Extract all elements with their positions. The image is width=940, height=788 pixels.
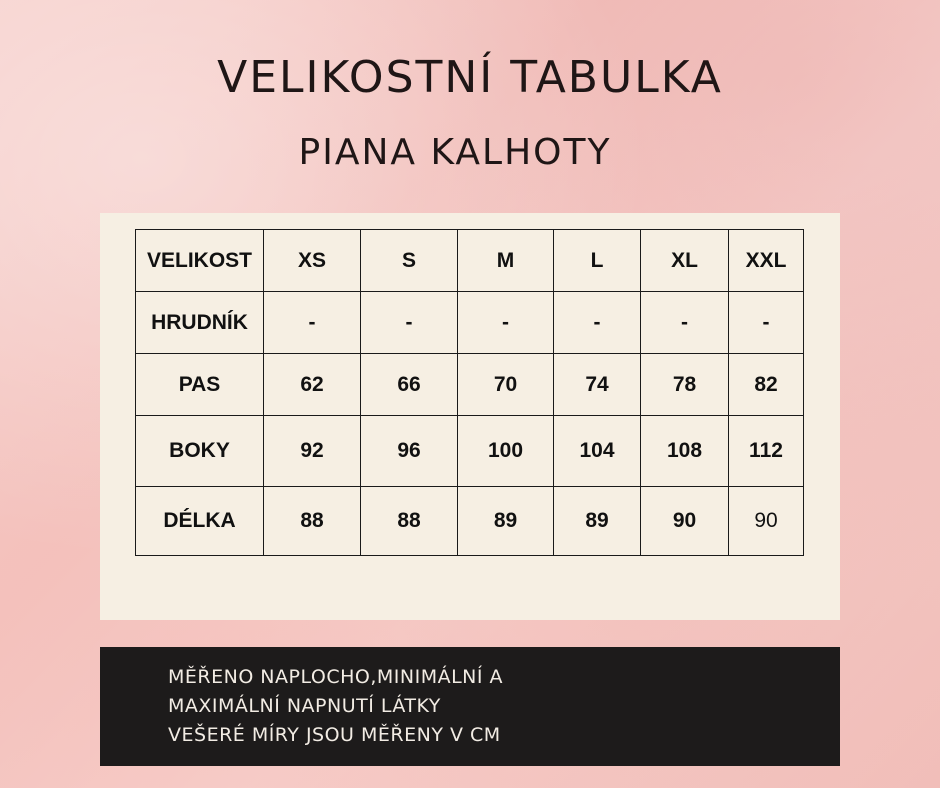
size-table — [135, 229, 804, 556]
table-cell: 88 — [264, 487, 361, 556]
table-cell: - — [554, 292, 641, 354]
table-cell: 66 — [361, 354, 458, 416]
page-subtitle: PIANA KALHOTY — [298, 132, 612, 173]
table-cell: 96 — [361, 416, 458, 487]
table-row — [136, 292, 804, 354]
table-cell: - — [729, 292, 804, 354]
page-title: VELIKOSTNÍ TABULKA — [217, 52, 723, 103]
table-cell: 89 — [554, 487, 641, 556]
table-cell: 88 — [361, 487, 458, 556]
table-cell: 90 — [641, 487, 729, 556]
table-cell: 108 — [641, 416, 729, 487]
table-cell: 90 — [729, 487, 804, 556]
table-cell: 112 — [729, 416, 804, 487]
row-label-cell: BOKY — [136, 416, 264, 487]
measurement-note — [100, 647, 840, 766]
header-cell: M — [458, 230, 554, 292]
table-header-row — [136, 230, 804, 292]
header-cell: S — [361, 230, 458, 292]
table-cell: - — [641, 292, 729, 354]
note-line: MAXIMÁLNÍ NAPNUTÍ LÁTKY — [168, 695, 441, 717]
note-line: MĚŘENO NAPLOCHO,MINIMÁLNÍ A — [168, 666, 504, 688]
table-row — [136, 416, 804, 487]
note-text — [168, 663, 503, 750]
table-cell: 62 — [264, 354, 361, 416]
table-cell: 100 — [458, 416, 554, 487]
table-cell: - — [361, 292, 458, 354]
header-cell: XL — [641, 230, 729, 292]
table-cell: 104 — [554, 416, 641, 487]
note-line: VEŠERÉ MÍRY JSOU MĚŘENY V CM — [168, 724, 501, 746]
table-cell: - — [458, 292, 554, 354]
header-cell: XS — [264, 230, 361, 292]
row-label-cell: HRUDNÍK — [136, 292, 264, 354]
table-row — [136, 487, 804, 556]
table-cell: 92 — [264, 416, 361, 487]
table-cell: 89 — [458, 487, 554, 556]
header-cell: L — [554, 230, 641, 292]
table-cell: 82 — [729, 354, 804, 416]
row-label-cell: PAS — [136, 354, 264, 416]
table-cell: - — [264, 292, 361, 354]
table-row — [136, 354, 804, 416]
table-cell: 74 — [554, 354, 641, 416]
table-cell: 78 — [641, 354, 729, 416]
header-cell: VELIKOST — [136, 230, 264, 292]
header-cell: XXL — [729, 230, 804, 292]
table-cell: 70 — [458, 354, 554, 416]
row-label-cell: DÉLKA — [136, 487, 264, 556]
